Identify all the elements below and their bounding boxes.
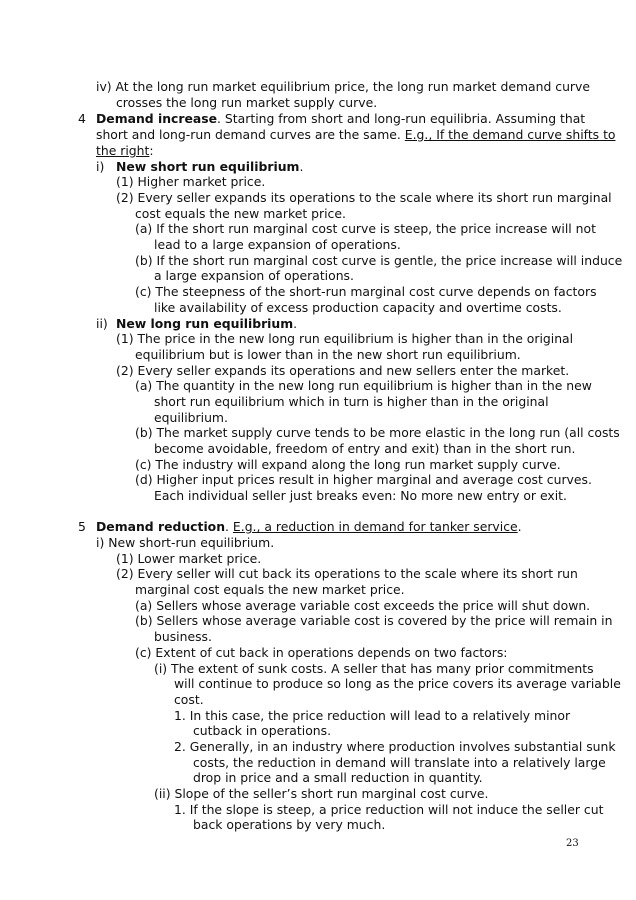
subsection-label: i) (96, 159, 105, 174)
heading-bold: Demand increase (96, 111, 218, 126)
text-line: (c) The steepness of the short-run marginal cost curve depends on factors (135, 284, 597, 299)
text-line: (d) Higher input prices result in higher marginal and average cost curves. (135, 472, 592, 487)
text-line: (a) Sellers whose average variable cost exceeds the price will shut down. (135, 598, 591, 613)
section-number: 4 (78, 111, 86, 126)
section-heading (96, 111, 585, 126)
text-line: Each individual seller just breaks even: No more new entry or exit. (154, 488, 567, 503)
section-number: 5 (78, 519, 86, 534)
text-line: (b) The market supply curve tends to be more elastic in the long run (all costs (135, 425, 620, 440)
page-number: 23 (566, 838, 579, 849)
text-line: lead to a large expansion of operations. (154, 237, 401, 252)
text-line: (1) Lower market price. (116, 551, 262, 566)
text-line: (2) Every seller expands its operations to the scale where its short run marginal (116, 190, 612, 205)
text-line: 2. Generally, in an industry where production involves substantial sunk (174, 739, 616, 754)
text-line: costs, the reduction in demand will translate into a relatively large (193, 755, 606, 770)
text-line: become avoidable, freedom of entry and exit) than in the short run. (154, 441, 576, 456)
subsection-label: ii) (96, 316, 108, 331)
underlined-text: E.g., a reduction in demand for tanker service (232, 519, 518, 534)
text-line: (1) Higher market price. (116, 174, 266, 189)
text-line: (a) The quantity in the new long run equilibrium is higher than in the new (135, 378, 592, 393)
text-line: cost equals the new market price. (135, 206, 346, 221)
text-line: equilibrium but is lower than in the new short run equilibrium. (135, 347, 521, 362)
text-line: a large expansion of operations. (154, 268, 354, 283)
text-line: 1. If the slope is steep, a price reduction will not induce the seller cut (174, 802, 604, 817)
text-line: back operations by very much. (193, 817, 386, 832)
text-line: marginal cost equals the new market price. (135, 582, 405, 597)
text-line: will continue to produce so long as the price covers its average variable (174, 676, 621, 691)
text-line: iv) At the long run market equilibrium price, the long run market demand curve (96, 79, 590, 94)
text-line: 1. In this case, the price reduction will lead to a relatively minor (174, 708, 571, 723)
text-line: equilibrium. (154, 410, 228, 425)
text-line: (a) If the short run marginal cost curve is steep, the price increase will not (135, 221, 596, 236)
heading-text: . (225, 519, 233, 534)
plain-text: short and long-run demand curves are the same. (96, 127, 405, 142)
text-line: (c) The industry will expand along the long run market supply curve. (135, 457, 561, 472)
text-line: i) New short-run equilibrium. (96, 535, 275, 550)
text-line: (i) The extent of sunk costs. A seller that has many prior commitments (154, 661, 594, 676)
text-line: drop in price and a small reduction in quantity. (193, 770, 483, 785)
text-line: cutback in operations. (193, 723, 332, 738)
text-line: business. (154, 629, 212, 644)
text-line (96, 143, 154, 158)
text-line: (b) Sellers whose average variable cost is covered by the price will remain in (135, 613, 613, 628)
text-line: (2) Every seller expands its operations and new sellers enter the market. (116, 363, 570, 378)
underlined-text: E.g., If the demand curve shifts to (404, 127, 616, 142)
heading-text: . (299, 159, 304, 174)
text-line (96, 127, 616, 142)
heading-text: . Starting from short and long-run equilibria. Assuming that (217, 111, 586, 126)
underlined-text: the right (96, 143, 150, 158)
text-line: cost. (174, 692, 204, 707)
text-line: crosses the long run market supply curve. (116, 95, 378, 110)
text-line: (b) If the short run marginal cost curve is gentle, the price increase will induce (135, 253, 623, 268)
heading-bold: New long run equilibrium (116, 316, 294, 331)
heading-bold: New short run equilibrium (116, 159, 300, 174)
heading-bold: Demand reduction (96, 519, 226, 534)
text-line: (ii) Slope of the seller’s short run marginal cost curve. (154, 786, 489, 801)
heading-text: . (293, 316, 298, 331)
section-heading (96, 519, 522, 534)
subsection-heading (116, 159, 303, 174)
subsection-heading (116, 316, 297, 331)
text-line: (c) Extent of cut back in operations depends on two factors: (135, 645, 508, 660)
text-line: like availability of excess production capacity and overtime costs. (154, 300, 562, 315)
text-line: (2) Every seller will cut back its operations to the scale where its short run (116, 566, 578, 581)
plain-text: . (517, 519, 522, 534)
plain-text: : (149, 143, 154, 158)
text-line: (1) The price in the new long run equilibrium is higher than in the original (116, 331, 574, 346)
text-line: short run equilibrium which in turn is higher than in the original (154, 394, 549, 409)
